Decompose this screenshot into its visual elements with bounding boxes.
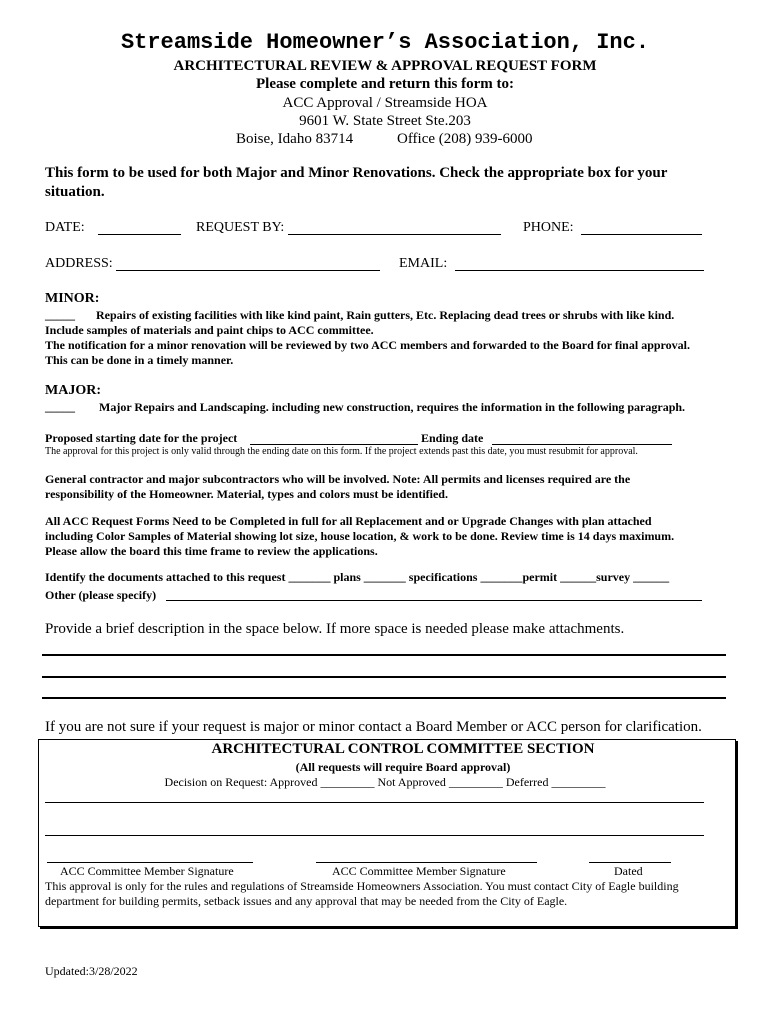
acc-note-line-1: This approval is only for the rules and regulations of Streamside Homeowners Association. You must contact City of Eagle building: [45, 879, 679, 893]
decision-line: Decision on Request: Approved _________ Not Approved _________ Deferred _________: [164, 775, 606, 789]
acc-comment-line-2[interactable]: [45, 835, 704, 836]
contractor-line-1: General contractor and major subcontractors who will be involved. Note: All permits and licenses required are the: [45, 472, 631, 486]
other-field[interactable]: [166, 600, 702, 601]
other-label: Other (please specify): [45, 588, 157, 602]
phone-field[interactable]: [581, 234, 702, 235]
minor-line-2: Include samples of materials and paint chips to ACC committee.: [45, 323, 374, 337]
end-date-field[interactable]: [492, 444, 672, 445]
org-title: Streamside Homeowner’s Association, Inc.: [120, 30, 650, 55]
acc-comment-line-1[interactable]: [45, 802, 704, 803]
minor-heading: MINOR:: [45, 291, 100, 306]
date-validity-note: The approval for this project is only valid through the ending date on this form. If the project extends past this date, you must resubmit for approval.: [45, 446, 638, 457]
contractor-line-2: responsibility of the Homeowner. Material, types and colors must be identified.: [45, 487, 448, 501]
description-prompt: Provide a brief description in the space below. If more space is needed please make attachments.: [45, 621, 625, 637]
email-field[interactable]: [455, 270, 704, 271]
form-title: ARCHITECTURAL REVIEW & APPROVAL REQUEST FORM: [173, 58, 597, 74]
requirements-line-2: including Color Samples of Material showing lot size, house location, & work to be done. Review time is 14 days maximum.: [45, 529, 675, 543]
address-line-2: 9601 W. State Street Ste.203: [299, 113, 471, 129]
dated-label: Dated: [614, 864, 643, 878]
signature-line-2[interactable]: [316, 862, 537, 863]
return-instruction: Please complete and return this form to:: [255, 76, 514, 92]
requirements-line-3: Please allow the board this time frame to review the applications.: [45, 544, 378, 558]
start-date-field[interactable]: [250, 444, 418, 445]
minor-line-4: This can be done in a timely manner.: [45, 353, 234, 367]
phone-label: PHONE:: [523, 220, 574, 235]
dated-line[interactable]: [589, 862, 671, 863]
address-label: ADDRESS:: [45, 256, 113, 271]
description-line-2[interactable]: [42, 676, 726, 678]
address-line-3: Boise, Idaho 83714: [236, 131, 354, 147]
intro-line-2: situation.: [45, 184, 105, 200]
minor-line-3: The notification for a minor renovation will be reviewed by two ACC members and forwarded to the Board for final approval.: [45, 338, 690, 352]
description-line-1[interactable]: [42, 654, 726, 656]
end-date-label: Ending date: [421, 431, 484, 445]
address-field[interactable]: [116, 270, 380, 271]
acc-note-line-2: department for building permits, setback issues and any approval that may be needed from the City of Eagle.: [45, 894, 568, 908]
start-date-label: Proposed starting date for the project: [45, 431, 238, 445]
email-label: EMAIL:: [399, 256, 448, 271]
updated-date: Updated:3/28/2022: [45, 964, 138, 978]
minor-line-1: Repairs of existing facilities with like kind paint, Rain gutters, Etc. Replacing dead trees or shrubs with like kind.: [96, 308, 675, 322]
acc-subtitle: (All requests will require Board approval): [295, 760, 511, 774]
signature-label-2: ACC Committee Member Signature: [332, 864, 506, 878]
signature-label-1: ACC Committee Member Signature: [60, 864, 234, 878]
major-heading: MAJOR:: [45, 383, 101, 398]
date-label: DATE:: [45, 220, 85, 235]
requirements-line-1: All ACC Request Forms Need to be Completed in full for all Replacement and or Upgrade Changes with plan attached: [45, 514, 652, 528]
request-by-label: REQUEST BY:: [196, 220, 285, 235]
date-field[interactable]: [98, 234, 181, 235]
office-phone: Office (208) 939-6000: [397, 131, 533, 147]
request-by-field[interactable]: [288, 234, 501, 235]
clarification-note: If you are not sure if your request is major or minor contact a Board Member or ACC person for clarification.: [45, 719, 702, 735]
documents-line: Identify the documents attached to this request _______ plans _______ specifications _______permit ______survey ______: [45, 570, 670, 584]
acc-title: ARCHITECTURAL CONTROL COMMITTEE SECTION: [211, 741, 595, 757]
address-line-1: ACC Approval / Streamside HOA: [282, 95, 488, 111]
major-line-1: Major Repairs and Landscaping. including new construction, requires the information in the following paragraph.: [99, 400, 686, 414]
major-checkbox[interactable]: _____: [45, 400, 75, 414]
minor-checkbox[interactable]: _____: [45, 308, 75, 322]
intro-line-1: This form to be used for both Major and Minor Renovations. Check the appropriate box for your: [45, 165, 668, 181]
description-line-3[interactable]: [42, 697, 726, 699]
signature-line-1[interactable]: [47, 862, 253, 863]
